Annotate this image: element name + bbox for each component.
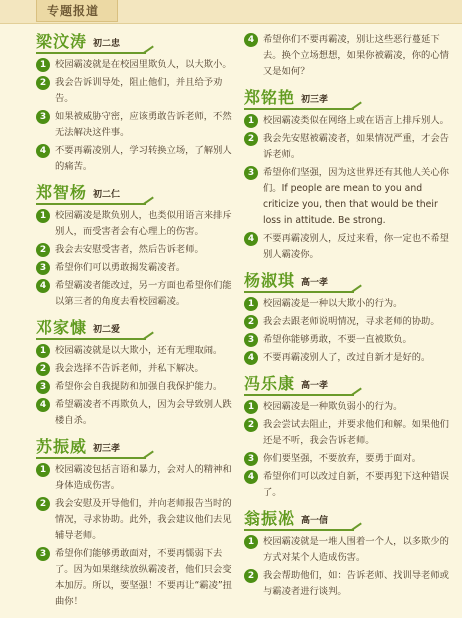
answer-item bbox=[36, 496, 240, 544]
interviewee-name: 杨淑琪 bbox=[244, 271, 296, 290]
answer-text: 我会先安慰被霸凌者，如果情况严重，才会告诉老师。 bbox=[263, 133, 449, 160]
answer-item bbox=[36, 462, 240, 494]
answer-item bbox=[244, 568, 450, 600]
interviewee-header bbox=[36, 437, 146, 459]
interviewee-block bbox=[244, 88, 450, 263]
number-badge-icon: 3 bbox=[36, 380, 50, 394]
number-badge-icon: 1 bbox=[244, 400, 258, 414]
interviewee-block bbox=[36, 437, 240, 610]
answer-text: 我会告诉训导处，阻止他们，并且给予劝告。 bbox=[55, 77, 223, 104]
interviewee-block bbox=[36, 318, 240, 429]
answer-text: 校园霸凌是一种以大欺小的行为。 bbox=[263, 298, 403, 309]
answer-text: 校园霸凌是欺负别人，也类似用语言来排斥别人，而受害者会有心理上的伤害。 bbox=[55, 210, 232, 237]
number-badge-icon: 1 bbox=[36, 463, 50, 477]
answer-item bbox=[36, 379, 240, 395]
answer-item bbox=[36, 546, 240, 610]
interviewee-name: 苏振威 bbox=[36, 437, 88, 456]
interviewee-block bbox=[244, 271, 450, 366]
answer-text: 希望你们可以改过自新，不要再犯下这种错误了。 bbox=[263, 471, 449, 498]
interviewee-class: 初二忠 bbox=[93, 39, 121, 49]
section-title: 专题报道 bbox=[47, 4, 100, 18]
interviewee-class: 高一孝 bbox=[301, 381, 329, 391]
answer-item bbox=[36, 343, 240, 359]
interviewee-header bbox=[36, 318, 146, 340]
answer-item bbox=[244, 113, 450, 129]
number-badge-icon: 3 bbox=[244, 333, 258, 347]
answer-text: 我会帮助他们，如：告诉老师、找训导老师或与霸凌者进行谈判。 bbox=[263, 570, 449, 597]
answer-item bbox=[244, 534, 450, 566]
number-badge-icon: 2 bbox=[36, 362, 50, 376]
number-badge-icon: 2 bbox=[244, 315, 258, 329]
answer-item bbox=[36, 75, 240, 107]
number-badge-icon: 4 bbox=[244, 470, 258, 484]
number-badge-icon: 4 bbox=[244, 232, 258, 246]
number-badge-icon: 4 bbox=[244, 33, 258, 47]
answer-text: 我会去跟老师说明情况，寻求老师的协助。 bbox=[263, 316, 440, 327]
number-badge-icon: 1 bbox=[36, 58, 50, 72]
interviewee-header bbox=[36, 183, 146, 205]
answer-item bbox=[36, 143, 240, 175]
answer-text: 希望你们可以勇敢揭发霸凌者。 bbox=[55, 262, 186, 273]
answer-item bbox=[244, 131, 450, 163]
interviewee-name: 邓家慷 bbox=[36, 318, 88, 337]
interviewee-name: 梁汶涛 bbox=[36, 32, 88, 51]
number-badge-icon: 4 bbox=[36, 144, 50, 158]
right-column bbox=[244, 32, 450, 608]
answer-item bbox=[244, 350, 450, 366]
answer-text: 不要再霸凌别人了，改过自新才是好的。 bbox=[263, 352, 431, 363]
number-badge-icon: 1 bbox=[244, 114, 258, 128]
interviewee-name: 冯乐康 bbox=[244, 374, 296, 393]
answer-text: 我会安慰及开导他们，并向老师报告当时的情况，寻求协助。此外，我会建议他们去见辅导老师。 bbox=[55, 498, 232, 541]
answer-text: 我会尝试去阻止，并要求他们和解。如果他们还是不听，我会告诉老师。 bbox=[263, 419, 449, 446]
answer-text: 希望霸凌者能改过，另一方面也希望你们能以第三者的角度去看校园霸凌。 bbox=[55, 280, 232, 307]
answer-text: 你们要坚强，不要放弃，要勇于面对。 bbox=[263, 453, 422, 464]
answer-text: 校园霸凌就是在校园里欺负人，以大欺小。 bbox=[55, 59, 232, 70]
interviewee-block bbox=[36, 32, 240, 175]
number-badge-icon: 1 bbox=[36, 344, 50, 358]
number-badge-icon: 2 bbox=[244, 569, 258, 583]
answer-item bbox=[36, 57, 240, 73]
answer-text: 我会去安慰受害者，然后告诉老师。 bbox=[55, 244, 204, 255]
number-badge-icon: 2 bbox=[244, 418, 258, 432]
section-tab bbox=[36, 0, 118, 22]
answer-text: 希望你会自我提防和加强自我保护能力。 bbox=[55, 381, 223, 392]
interviewee-class: 初三孝 bbox=[301, 95, 329, 105]
interviewee-header bbox=[244, 374, 354, 396]
answer-item bbox=[244, 314, 450, 330]
answer-text: 不要再霸凌别人，学习转换立场，了解别人的痛苦。 bbox=[55, 145, 232, 172]
interviewee-name: 郑铭艳 bbox=[244, 88, 296, 107]
answer-item bbox=[36, 109, 240, 141]
answer-text: 我会选择不告诉老师，并私下解决。 bbox=[55, 363, 204, 374]
number-badge-icon: 1 bbox=[36, 209, 50, 223]
interviewee-header bbox=[244, 88, 354, 110]
interviewee-block bbox=[36, 183, 240, 310]
number-badge-icon: 4 bbox=[36, 398, 50, 412]
answer-text: 希望你们不要再霸凌，别让这些恶行蔓延下去。换个立场想想，如果你被霸凌，你的心情又是如何？ bbox=[263, 34, 449, 77]
interviewee-class: 初二爱 bbox=[93, 325, 121, 335]
answer-item bbox=[36, 278, 240, 310]
continued-answer bbox=[244, 32, 450, 80]
number-badge-icon: 4 bbox=[36, 279, 50, 293]
answer-item bbox=[244, 165, 450, 229]
answer-item bbox=[36, 361, 240, 377]
answer-item bbox=[36, 260, 240, 276]
interviewee-class: 高一信 bbox=[301, 516, 329, 526]
answer-item bbox=[244, 399, 450, 415]
answer-text: 校园霸凌就是一堆人围着一个人，以多欺少的方式对某个人造成伤害。 bbox=[263, 536, 449, 563]
answer-text: 希望你们能够勇敢面对，不要再懦弱下去了。因为如果继续放纵霸凌者，他们只会变本加厉。所以，要坚强！不要再让“霸凌”扭曲你！ bbox=[55, 548, 232, 607]
number-badge-icon: 2 bbox=[36, 497, 50, 511]
number-badge-icon: 2 bbox=[36, 76, 50, 90]
number-badge-icon: 3 bbox=[244, 452, 258, 466]
answer-item bbox=[244, 32, 450, 80]
answer-text: 不要再霸凌别人，反过来看，你一定也不希望别人霸凌你。 bbox=[263, 233, 449, 260]
number-badge-icon: 3 bbox=[36, 547, 50, 561]
answer-text: 希望你能够勇敢，不要一直被欺负。 bbox=[263, 334, 412, 345]
answer-text: 希望霸凌者不再欺负人，因为会导致别人跌楼自杀。 bbox=[55, 399, 232, 426]
answer-text: 希望你们坚强，因为这世界还有其他人关心你们。If people are mean to you and criticize you, then that would be their loss in attitude. Be strong. bbox=[263, 167, 449, 226]
answer-item bbox=[36, 397, 240, 429]
left-column bbox=[36, 32, 240, 618]
number-badge-icon: 3 bbox=[36, 261, 50, 275]
number-badge-icon: 1 bbox=[244, 297, 258, 311]
answer-text: 校园霸凌就是以大欺小，还有无理取闹。 bbox=[55, 345, 223, 356]
number-badge-icon: 3 bbox=[36, 110, 50, 124]
interviewee-block bbox=[244, 374, 450, 501]
answer-item bbox=[36, 242, 240, 258]
answer-text: 校园霸凌类似在网络上或在语言上排斥别人。 bbox=[263, 115, 449, 126]
interviewee-class: 高一孝 bbox=[301, 278, 329, 288]
interviewee-class: 初二仁 bbox=[93, 190, 121, 200]
answer-item bbox=[36, 208, 240, 240]
number-badge-icon: 1 bbox=[244, 535, 258, 549]
answer-item bbox=[244, 417, 450, 449]
answer-item bbox=[244, 231, 450, 263]
number-badge-icon: 2 bbox=[244, 132, 258, 146]
answer-item bbox=[244, 332, 450, 348]
answer-text: 如果被威胁守密，应该勇敢告诉老师，不然无法解决这件事。 bbox=[55, 111, 232, 138]
number-badge-icon: 4 bbox=[244, 351, 258, 365]
header-strip bbox=[0, 0, 462, 24]
answer-item bbox=[244, 451, 450, 467]
answer-text: 校园霸凌包括言语和暴力，会对人的精神和身体造成伤害。 bbox=[55, 464, 232, 491]
interviewee-header bbox=[36, 32, 146, 54]
answer-text: 校园霸凌是一种欺负弱小的行为。 bbox=[263, 401, 403, 412]
interviewee-block bbox=[244, 509, 450, 600]
number-badge-icon: 3 bbox=[244, 166, 258, 180]
number-badge-icon: 2 bbox=[36, 243, 50, 257]
answer-item bbox=[244, 296, 450, 312]
interviewee-class: 初三孝 bbox=[93, 444, 121, 454]
interviewee-header bbox=[244, 271, 354, 293]
interviewee-header bbox=[244, 509, 354, 531]
answer-item bbox=[244, 469, 450, 501]
interviewee-name: 翁振凇 bbox=[244, 509, 296, 528]
interviewee-name: 郑智杨 bbox=[36, 183, 88, 202]
